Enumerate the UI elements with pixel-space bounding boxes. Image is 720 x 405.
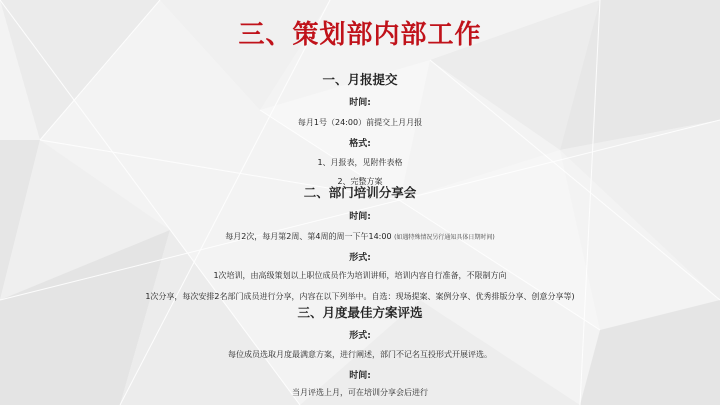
text-line: 每月1号（24:00）前提交上月月报 — [297, 118, 423, 127]
text-line: 2、完整方案 — [337, 177, 383, 186]
label-time: 时间: — [349, 371, 371, 381]
label-form: 形式: — [349, 253, 371, 263]
text-main: 每月2次，每月第2周、第4周的周一下午14:00 — [225, 232, 392, 241]
text-line: 1次培训，由高级策划以上职位成员作为培训讲师，培训内容自行准备，不限制方向 — [213, 271, 507, 280]
label-time: 时间: — [349, 98, 371, 108]
section-heading-monthly-report: 一、月报提交 — [322, 72, 398, 87]
label-format: 格式: — [349, 139, 371, 149]
text-line — [0, 231, 720, 242]
section-heading-best-plan: 三、月度最佳方案评选 — [297, 305, 423, 320]
label-form: 形式: — [349, 331, 371, 341]
page-title: 三、策划部内部工作 — [238, 20, 482, 50]
text-line: 每位成员选取月度最满意方案，进行阐述，部门不记名互投形式开展评选。 — [228, 350, 492, 359]
section-heading-training-share: 二、部门培训分享会 — [303, 185, 417, 200]
text-line: 1次分享，每次安排2名部门成员进行分享，内容在以下列举中。自选：现场提案、案例分享、优秀排版分享、创意分享等) — [145, 292, 575, 301]
text-line: 当月评选上月，可在培训分享会后进行 — [292, 388, 428, 397]
note-text: (如遇特殊情况另行通知具体日期时间) — [394, 234, 495, 241]
text-line: 1、月报表，见附件表格 — [317, 158, 403, 167]
label-time: 时间: — [349, 212, 371, 222]
